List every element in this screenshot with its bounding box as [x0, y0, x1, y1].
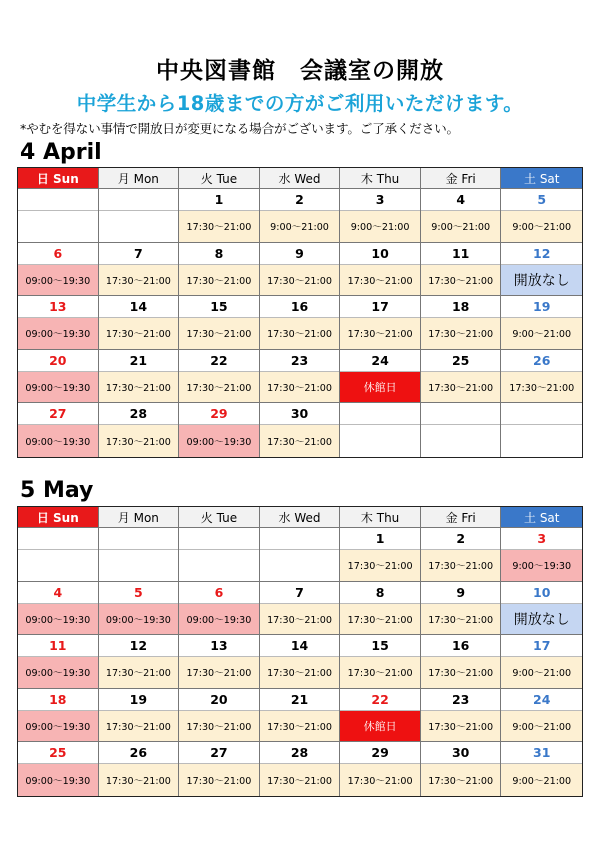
- weekday-header: 土 Sat: [501, 168, 582, 189]
- open-hours: 17:30～21:00: [421, 656, 501, 688]
- calendar-day: [99, 689, 180, 743]
- calendar-day: [179, 635, 260, 689]
- open-hours: 17:30～21:00: [179, 763, 259, 796]
- calendar-day: [501, 689, 582, 743]
- calendar-day: [18, 742, 99, 796]
- calendar-day: [18, 689, 99, 743]
- open-hours: 17:30～21:00: [260, 371, 340, 403]
- open-hours: 09:00～19:30: [99, 603, 179, 635]
- week-row: [18, 243, 582, 297]
- no-opening-label: 開放なし: [501, 264, 582, 296]
- open-hours: [99, 549, 179, 581]
- open-hours: 17:30～21:00: [99, 656, 179, 688]
- day-number: 15: [210, 299, 228, 314]
- calendar-day: [99, 635, 180, 689]
- open-hours: 17:30～21:00: [421, 264, 501, 296]
- day-number: 1: [375, 531, 385, 546]
- calendar-day: [260, 403, 341, 457]
- open-hours: 17:30～21:00: [421, 549, 501, 581]
- calendar-day: [99, 243, 180, 297]
- open-hours: [99, 210, 179, 242]
- day-number: 2: [295, 192, 304, 207]
- open-hours: 09:00～19:30: [18, 317, 98, 349]
- day-number: 24: [533, 691, 551, 707]
- calendar-day: [501, 582, 582, 636]
- open-hours: 17:30～21:00: [501, 371, 582, 403]
- open-hours: 17:30～21:00: [260, 656, 340, 688]
- calendar-day: [99, 582, 180, 636]
- weekday-header-row: [18, 507, 582, 528]
- day-number: 19: [129, 691, 148, 707]
- calendar-day: [421, 296, 502, 350]
- day-number: 11: [451, 245, 470, 261]
- day-number: 29: [371, 745, 389, 760]
- day-number: 2: [456, 531, 466, 546]
- day-number: 10: [533, 584, 551, 600]
- weekday-header-row: [18, 168, 582, 189]
- day-number: 7: [295, 584, 304, 600]
- open-hours: 17:30～21:00: [340, 264, 420, 296]
- week-row: [18, 528, 582, 582]
- day-number: 4: [456, 192, 466, 207]
- open-hours: 17:30～21:00: [260, 710, 340, 742]
- open-hours: 17:30～21:00: [260, 317, 340, 349]
- open-hours: 17:30～21:00: [99, 763, 179, 796]
- calendar-day: [501, 189, 582, 243]
- day-number: 21: [290, 691, 309, 707]
- calendar-day: [18, 582, 99, 636]
- calendar-day: [179, 742, 260, 796]
- day-number: 18: [49, 691, 67, 707]
- open-hours: 17:30～21:00: [179, 371, 259, 403]
- calendar-day: [260, 189, 341, 243]
- weekday-header: 月 Mon: [99, 507, 180, 528]
- open-hours: 09:00～19:30: [18, 264, 98, 296]
- week-row: [18, 582, 582, 636]
- open-hours: 9:00～19:30: [501, 549, 582, 581]
- calendar-day: [501, 296, 582, 350]
- calendar-april: [17, 167, 583, 458]
- day-number: 5: [134, 584, 143, 600]
- calendar-day: [501, 403, 582, 457]
- day-number: [18, 528, 98, 549]
- day-number: 27: [210, 745, 228, 760]
- day-number: 14: [290, 638, 309, 653]
- day-number: 29: [210, 406, 228, 421]
- open-hours: [18, 210, 98, 242]
- weekday-header: 金 Fri: [421, 507, 502, 528]
- open-hours: 17:30～21:00: [340, 317, 420, 349]
- weekday-header: 木 Thu: [340, 507, 421, 528]
- day-number: 16: [451, 638, 470, 653]
- weekday-header: 水 Wed: [260, 507, 341, 528]
- open-hours: 17:30～21:00: [340, 763, 420, 796]
- calendar-day: [260, 528, 341, 582]
- calendar-day: [340, 528, 421, 582]
- open-hours: [18, 549, 98, 581]
- day-number: [179, 528, 259, 549]
- calendar-day: [179, 403, 260, 457]
- day-number: 9: [456, 584, 466, 600]
- week-row: [18, 296, 582, 350]
- calendar-day: [260, 742, 341, 796]
- calendar-day: [18, 350, 99, 404]
- day-number: 15: [371, 638, 389, 653]
- calendar-day: [260, 582, 341, 636]
- calendar-day: [421, 350, 502, 404]
- day-number: 22: [210, 352, 228, 368]
- calendar-day: [501, 350, 582, 404]
- day-number: 7: [134, 245, 143, 261]
- weekday-header: 日 Sun: [18, 507, 99, 528]
- day-number: 6: [53, 245, 63, 261]
- weekday-header: 土 Sat: [501, 507, 582, 528]
- open-hours: 17:30～21:00: [340, 603, 420, 635]
- weekday-header: 木 Thu: [340, 168, 421, 189]
- calendar-day: [421, 582, 502, 636]
- calendar-day: [260, 635, 341, 689]
- open-hours: 9:00～21:00: [421, 210, 501, 242]
- open-hours: 9:00～21:00: [501, 710, 582, 742]
- week-row: [18, 635, 582, 689]
- open-hours: 17:30～21:00: [340, 656, 420, 688]
- calendar-day: [18, 403, 99, 457]
- open-hours: 17:30～21:00: [421, 317, 501, 349]
- calendar-day: [260, 350, 341, 404]
- day-number: 28: [129, 406, 148, 421]
- day-number: 20: [210, 691, 228, 707]
- day-number: 27: [49, 406, 67, 421]
- day-number: [501, 403, 582, 424]
- calendar-day: [179, 582, 260, 636]
- calendar-day: [340, 689, 421, 743]
- calendar-day: [501, 528, 582, 582]
- calendar-day: [501, 742, 582, 796]
- calendar-day: [99, 403, 180, 457]
- calendar-may: [17, 506, 583, 797]
- day-number: [260, 528, 340, 549]
- open-hours: 17:30～21:00: [179, 210, 259, 242]
- week-row: [18, 403, 582, 457]
- calendar-day: [340, 742, 421, 796]
- calendar-day: [260, 689, 341, 743]
- day-number: [99, 189, 179, 210]
- day-number: 1: [214, 192, 224, 207]
- day-number: 8: [375, 584, 385, 600]
- day-number: [99, 528, 179, 549]
- day-number: 26: [129, 745, 148, 760]
- calendar-day: [179, 189, 260, 243]
- calendar-day: [421, 403, 502, 457]
- open-hours: [340, 424, 420, 457]
- open-hours: 09:00～19:30: [18, 371, 98, 403]
- day-number: 12: [533, 245, 551, 261]
- day-number: 24: [371, 352, 389, 368]
- calendar-day: [501, 635, 582, 689]
- week-row: [18, 689, 582, 743]
- open-hours: 09:00～19:30: [18, 424, 98, 457]
- day-number: [340, 403, 420, 424]
- open-hours: 09:00～19:30: [179, 424, 259, 457]
- day-number: 28: [290, 745, 309, 760]
- day-number: 19: [533, 299, 551, 314]
- month-heading-april: 4 April: [20, 140, 102, 165]
- open-hours: 17:30～21:00: [179, 317, 259, 349]
- calendar-day: [421, 189, 502, 243]
- closed-label: 休館日: [340, 710, 420, 742]
- calendar-day: [340, 403, 421, 457]
- day-number: 13: [210, 638, 228, 653]
- day-number: 5: [537, 192, 547, 207]
- month-heading-may: 5 May: [20, 478, 94, 503]
- open-hours: 17:30～21:00: [421, 603, 501, 635]
- week-row: [18, 350, 582, 404]
- weekday-header: 火 Tue: [179, 507, 260, 528]
- day-number: 18: [451, 299, 470, 314]
- day-number: 17: [533, 638, 551, 653]
- day-number: 23: [451, 691, 470, 707]
- open-hours: [260, 549, 340, 581]
- calendar-day: [18, 528, 99, 582]
- open-hours: 09:00～19:30: [179, 603, 259, 635]
- no-opening-label: 開放なし: [501, 603, 582, 635]
- open-hours: 17:30～21:00: [179, 710, 259, 742]
- calendar-day: [179, 689, 260, 743]
- day-number: 16: [290, 299, 309, 314]
- day-number: 22: [371, 691, 389, 707]
- day-number: 31: [533, 745, 551, 760]
- calendar-day: [340, 635, 421, 689]
- open-hours: 09:00～19:30: [18, 710, 98, 742]
- calendar-day: [260, 243, 341, 297]
- open-hours: 9:00～21:00: [260, 210, 340, 242]
- open-hours: 17:30～21:00: [260, 264, 340, 296]
- open-hours: 9:00～21:00: [501, 317, 582, 349]
- open-hours: 09:00～19:30: [18, 763, 98, 796]
- calendar-day: [99, 528, 180, 582]
- day-number: 11: [49, 638, 67, 653]
- page-subtitle: 中学生から18歳までの方がご利用いただけます。: [76, 92, 524, 115]
- weekday-header: 日 Sun: [18, 168, 99, 189]
- day-number: 3: [537, 531, 547, 546]
- weekday-header: 月 Mon: [99, 168, 180, 189]
- open-hours: 09:00～19:30: [18, 603, 98, 635]
- open-hours: 17:30～21:00: [99, 264, 179, 296]
- open-hours: 17:30～21:00: [421, 710, 501, 742]
- day-number: 30: [451, 745, 470, 760]
- open-hours: [179, 549, 259, 581]
- day-number: 14: [129, 299, 148, 314]
- week-row: [18, 742, 582, 796]
- day-number: 26: [533, 352, 551, 368]
- calendar-day: [18, 189, 99, 243]
- weekday-header: 火 Tue: [179, 168, 260, 189]
- day-number: 3: [375, 192, 385, 207]
- calendar-day: [340, 350, 421, 404]
- open-hours: 17:30～21:00: [99, 371, 179, 403]
- calendar-day: [340, 189, 421, 243]
- calendar-day: [421, 635, 502, 689]
- calendar-day: [340, 243, 421, 297]
- open-hours: 09:00～19:30: [18, 656, 98, 688]
- calendar-day: [421, 689, 502, 743]
- calendar-day: [18, 635, 99, 689]
- day-number: 20: [49, 352, 67, 368]
- open-hours: 9:00～21:00: [340, 210, 420, 242]
- open-hours: 17:30～21:00: [99, 317, 179, 349]
- day-number: 23: [290, 352, 309, 368]
- day-number: 10: [371, 245, 389, 261]
- day-number: 25: [49, 745, 67, 760]
- calendar-day: [340, 296, 421, 350]
- day-number: 9: [295, 245, 304, 261]
- calendar-day: [179, 350, 260, 404]
- day-number: 6: [214, 584, 224, 600]
- day-number: 30: [290, 406, 309, 421]
- calendar-day: [18, 243, 99, 297]
- week-row: [18, 189, 582, 243]
- weekday-header: 金 Fri: [421, 168, 502, 189]
- day-number: 8: [214, 245, 224, 261]
- calendar-day: [421, 243, 502, 297]
- open-hours: 17:30～21:00: [421, 371, 501, 403]
- calendar-day: [340, 582, 421, 636]
- calendar-day: [18, 296, 99, 350]
- calendar-day: [421, 528, 502, 582]
- day-number: 17: [371, 299, 389, 314]
- day-number: [421, 403, 501, 424]
- calendar-day: [99, 742, 180, 796]
- open-hours: 9:00～21:00: [501, 210, 582, 242]
- open-hours: 17:30～21:00: [179, 656, 259, 688]
- open-hours: 17:30～21:00: [99, 424, 179, 457]
- closed-label: 休館日: [340, 371, 420, 403]
- day-number: 4: [53, 584, 63, 600]
- open-hours: [501, 424, 582, 457]
- day-number: 12: [129, 638, 148, 653]
- day-number: 25: [451, 352, 470, 368]
- weekday-header: 水 Wed: [260, 168, 341, 189]
- calendar-day: [179, 243, 260, 297]
- calendar-day: [260, 296, 341, 350]
- notice-text: *やむを得ない事情で開放日が変更になる場合がございます。ご了承ください。: [20, 121, 459, 136]
- calendar-day: [99, 296, 180, 350]
- calendar-day: [99, 350, 180, 404]
- calendar-day: [501, 243, 582, 297]
- open-hours: 9:00～21:00: [501, 656, 582, 688]
- open-hours: 17:30～21:00: [179, 264, 259, 296]
- day-number: [18, 189, 98, 210]
- open-hours: 17:30～21:00: [260, 603, 340, 635]
- open-hours: 17:30～21:00: [340, 549, 420, 581]
- page-title: 中央図書館 会議室の開放: [156, 58, 444, 84]
- calendar-day: [421, 742, 502, 796]
- open-hours: 17:30～21:00: [260, 424, 340, 457]
- open-hours: 17:30～21:00: [260, 763, 340, 796]
- calendar-day: [179, 296, 260, 350]
- day-number: 21: [129, 352, 148, 368]
- day-number: 13: [49, 299, 67, 314]
- open-hours: 17:30～21:00: [99, 710, 179, 742]
- open-hours: 9:00～21:00: [501, 763, 582, 796]
- calendar-day: [179, 528, 260, 582]
- calendar-day: [99, 189, 180, 243]
- open-hours: 17:30～21:00: [421, 763, 501, 796]
- open-hours: [421, 424, 501, 457]
